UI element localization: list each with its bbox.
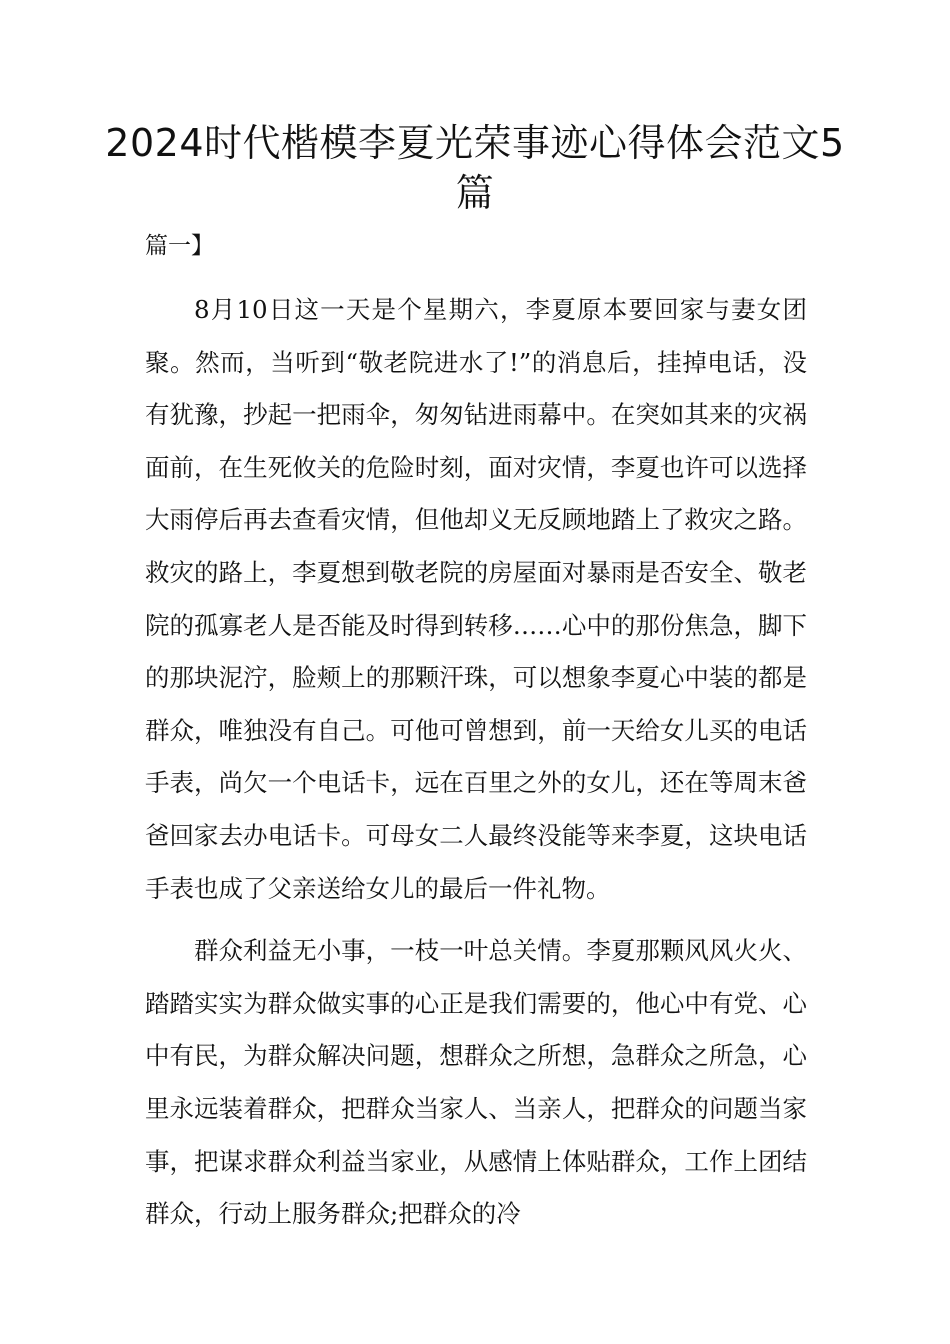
section-label: 篇一】 — [145, 233, 214, 259]
paragraph-2: 群众利益无小事，一枝一叶总关情。李夏那颗风风火火、踏踏实实为群众做实事的心正是我们需要的，他心中有党、心中有民，为群众解决问题，想群众之所想，急群众之所急，心里永远装着群众，把群众当家人、当亲人，把群众的问题当家事，把谋求群众利益当家业，从感情上体贴群众，工作上团结群众，行动上服务群众;把群众的冷 — [145, 936, 807, 1229]
document-title: 2024时代楷模李夏光荣事迹心得体会范文5篇 — [105, 121, 845, 215]
document-body — [145, 284, 807, 1251]
paragraph-1: 8月10日这一天是个星期六，李夏原本要回家与妻女团聚。然而，当听到“敬老院进水了!”的消息后，挂掉电话，没有犹豫，抄起一把雨伞，匆匆钻进雨幕中。在突如其来的灾祸面前，在生死攸关的危险时刻，面对灾情，李夏也许可以选择大雨停后再去查看灾情，但他却义无反顾地踏上了救灾之路。救灾的路上，李夏想到敬老院的房屋面对暴雨是否安全、敬老院的孤寡老人是否能及时得到转移……心中的那份焦急，脚下的那块泥泞，脸颊上的那颗汗珠，可以想象李夏心中装的都是群众，唯独没有自己。可他可曾想到，前一天给女儿买的电话手表，尚欠一个电话卡，远在百里之外的女儿，还在等周末爸爸回家去办电话卡。可母女二人最终没能等来李夏，这块电话手表也成了父亲送给女儿的最后一件礼物。 — [145, 295, 807, 903]
